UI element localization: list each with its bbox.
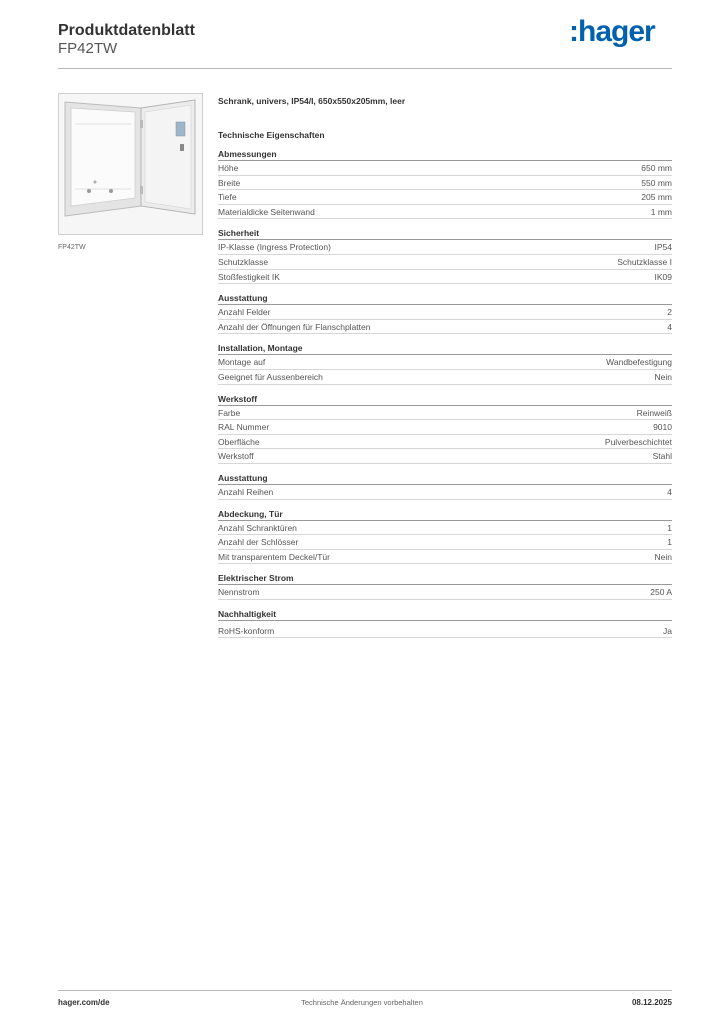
footer-date: 08.12.2025 bbox=[631, 998, 672, 1007]
spec-value: 1 mm bbox=[650, 206, 672, 217]
spec-group-abdeckung bbox=[218, 508, 672, 565]
spec-value: Pulverbeschichtet bbox=[604, 436, 672, 447]
spec-value: IK09 bbox=[654, 271, 672, 282]
spec-row bbox=[218, 190, 672, 205]
spec-row bbox=[218, 240, 672, 255]
spec-value: Wandbefestigung bbox=[606, 357, 672, 368]
spec-group-installation bbox=[218, 342, 672, 384]
spec-group-nachhaltigkeit bbox=[218, 608, 672, 639]
hager-logo bbox=[569, 14, 659, 48]
footer-note: Technische Änderungen vorbehalten bbox=[301, 998, 423, 1007]
spec-label: RAL Nummer bbox=[218, 422, 270, 433]
spec-row bbox=[218, 370, 672, 385]
spec-label: Montage auf bbox=[218, 357, 266, 368]
spec-value: Reinweiß bbox=[636, 407, 672, 418]
spec-label: IP-Klasse (Ingress Protection) bbox=[218, 242, 331, 253]
tech-section-title: Technische Eigenschaften bbox=[218, 130, 325, 140]
spec-label: Tiefe bbox=[218, 192, 237, 203]
group-heading: Sicherheit bbox=[218, 227, 672, 240]
spec-row bbox=[218, 420, 672, 435]
page-title: Produktdatenblatt bbox=[58, 22, 195, 39]
spec-row bbox=[218, 521, 672, 536]
spec-row bbox=[218, 624, 672, 639]
spec-value: Schutzklasse I bbox=[617, 256, 672, 267]
spec-value: 1 bbox=[667, 537, 672, 548]
image-caption: FP42TW bbox=[58, 244, 86, 251]
logo-text: :hager bbox=[569, 15, 655, 48]
spec-row bbox=[218, 535, 672, 550]
spec-label: Nennstrom bbox=[218, 587, 260, 598]
spec-group-ausstattung bbox=[218, 292, 672, 334]
spec-label: Anzahl Felder bbox=[218, 307, 271, 318]
spec-value: Stahl bbox=[652, 451, 672, 462]
spec-value: Nein bbox=[654, 371, 672, 382]
spec-label: Werkstoff bbox=[218, 451, 254, 462]
spec-value: 205 mm bbox=[641, 192, 672, 203]
spec-group-abmessungen bbox=[218, 148, 672, 219]
spec-row bbox=[218, 355, 672, 370]
spec-label: RoHS-konform bbox=[218, 625, 275, 636]
spec-group-elektrischer-strom bbox=[218, 572, 672, 600]
group-heading: Nachhaltigkeit bbox=[218, 608, 672, 621]
spec-row bbox=[218, 205, 672, 220]
spec-label: Geeignet für Aussenbereich bbox=[218, 371, 323, 382]
spec-label: Anzahl Reihen bbox=[218, 486, 274, 497]
group-heading: Elektrischer Strom bbox=[218, 572, 672, 585]
group-heading: Ausstattung bbox=[218, 472, 672, 485]
spec-value: 4 bbox=[667, 486, 672, 497]
spec-value: 250 A bbox=[650, 587, 672, 598]
group-heading: Abdeckung, Tür bbox=[218, 508, 672, 521]
product-image bbox=[58, 93, 203, 235]
cabinet-illustration bbox=[59, 94, 202, 234]
spec-group-werkstoff bbox=[218, 393, 672, 464]
spec-row bbox=[218, 320, 672, 335]
group-heading: Ausstattung bbox=[218, 292, 672, 305]
spec-value: IP54 bbox=[654, 242, 672, 253]
group-heading: Abmessungen bbox=[218, 148, 672, 161]
spec-label: Anzahl der Öffnungen für Flanschplatten bbox=[218, 321, 371, 332]
spec-row bbox=[218, 435, 672, 450]
footer-divider bbox=[58, 990, 672, 991]
spec-row bbox=[218, 270, 672, 285]
spec-row bbox=[218, 449, 672, 464]
spec-label: Breite bbox=[218, 177, 241, 188]
spec-group-sicherheit bbox=[218, 227, 672, 284]
spec-group-ausstattung-2 bbox=[218, 472, 672, 500]
spec-label: Stoßfestigkeit IK bbox=[218, 271, 280, 282]
spec-row bbox=[218, 550, 672, 565]
product-description: Schrank, univers, IP54/I, 650x550x205mm, leer bbox=[218, 96, 406, 106]
group-heading: Werkstoff bbox=[218, 393, 672, 406]
spec-value: 4 bbox=[667, 321, 672, 332]
spec-label: Schutzklasse bbox=[218, 256, 269, 267]
product-code: FP42TW bbox=[58, 40, 118, 57]
footer-website-link[interactable]: hager.com/de bbox=[58, 998, 110, 1007]
spec-value: Nein bbox=[654, 551, 672, 562]
spec-label: Anzahl Schranktüren bbox=[218, 522, 297, 533]
spec-label: Farbe bbox=[218, 407, 241, 418]
spec-row bbox=[218, 255, 672, 270]
spec-row bbox=[218, 176, 672, 191]
spec-value: 2 bbox=[667, 307, 672, 318]
group-heading: Installation, Montage bbox=[218, 342, 672, 355]
spec-value: Ja bbox=[663, 625, 672, 636]
spec-label: Materialdicke Seitenwand bbox=[218, 206, 315, 217]
spec-row bbox=[218, 485, 672, 500]
spec-row bbox=[218, 585, 672, 600]
spec-row bbox=[218, 406, 672, 421]
spec-value: 650 mm bbox=[641, 163, 672, 173]
spec-value: 550 mm bbox=[641, 177, 672, 188]
spec-value: 1 bbox=[667, 522, 672, 533]
header-divider bbox=[58, 68, 672, 69]
spec-value: 9010 bbox=[653, 422, 672, 433]
spec-row bbox=[218, 305, 672, 320]
spec-label: Mit transparentem Deckel/Tür bbox=[218, 551, 330, 562]
spec-row bbox=[218, 161, 672, 176]
spec-label: Anzahl der Schlösser bbox=[218, 537, 299, 548]
spec-content bbox=[218, 96, 672, 646]
spec-label: Höhe bbox=[218, 163, 239, 173]
spec-label: Oberfläche bbox=[218, 436, 260, 447]
